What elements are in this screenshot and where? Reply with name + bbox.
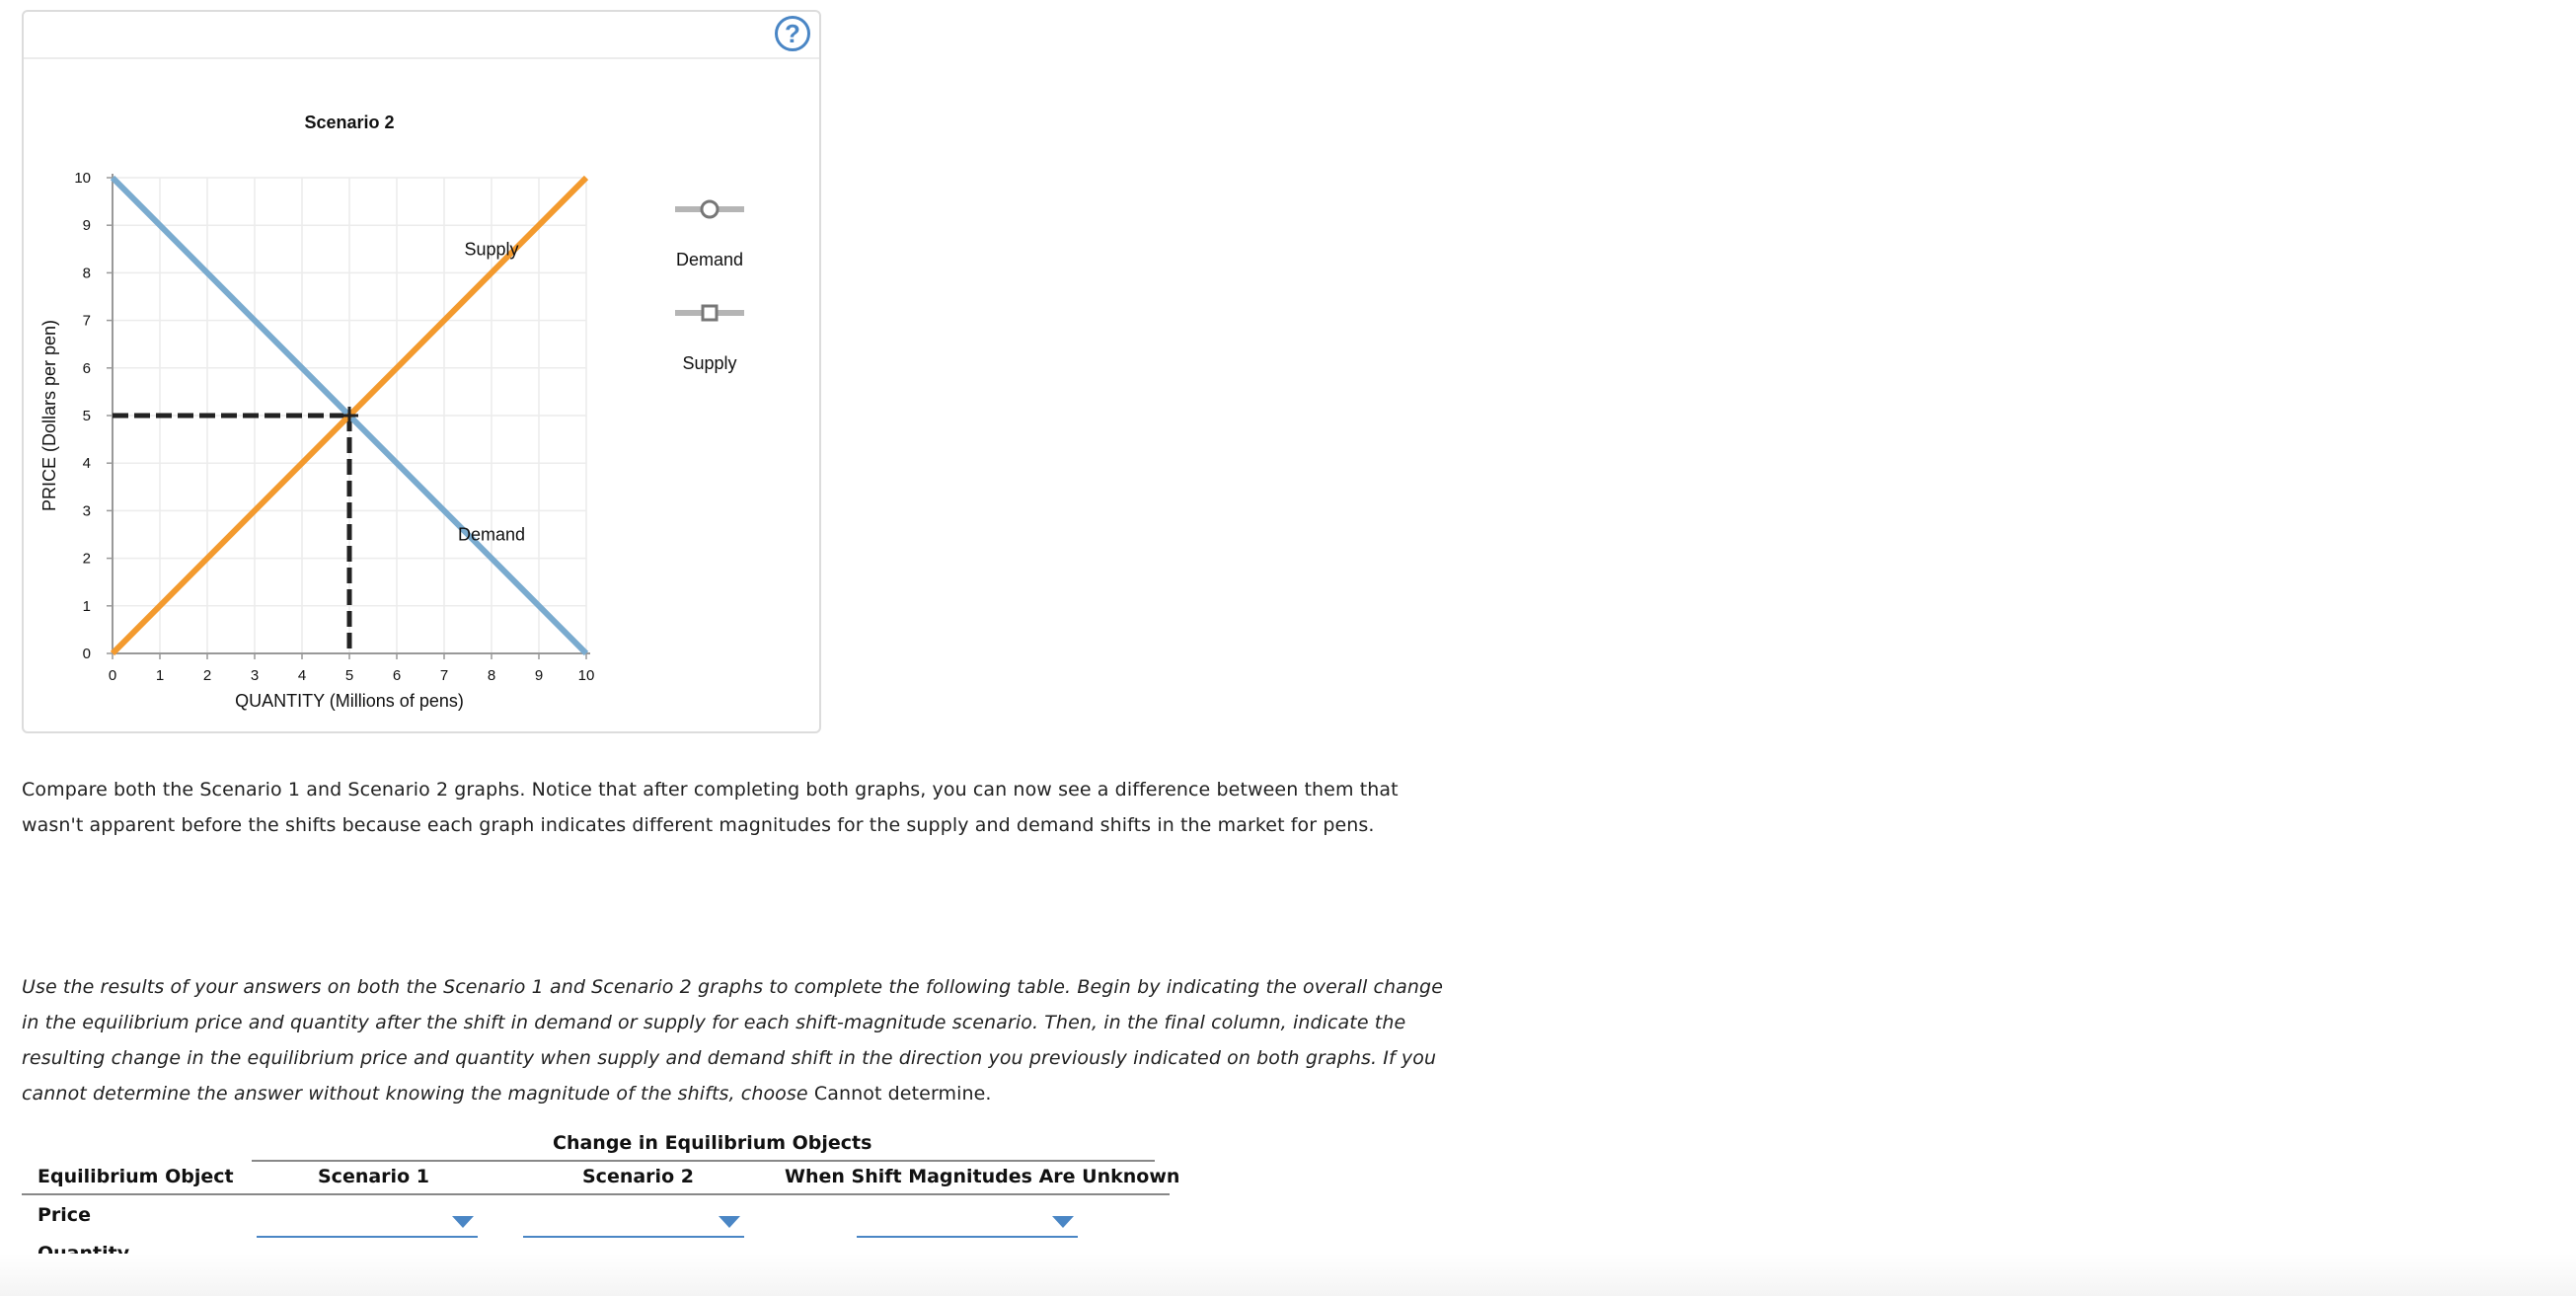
x-tick-label: 9 <box>534 667 544 684</box>
instructions-line-1: Use the results of your answers on both the Scenario 1 and Scenario 2 graphs to complete the following table. Begin by indicating the overall change <box>22 976 1443 998</box>
column-header-scenario-1: Scenario 1 <box>318 1166 429 1187</box>
price-scenario-2-dropdown[interactable] <box>523 1208 744 1238</box>
page-bottom-fade <box>0 1254 2576 1296</box>
y-tick-label: 6 <box>82 359 91 377</box>
help-button[interactable]: ? <box>775 16 810 51</box>
y-tick-label: 7 <box>82 312 91 330</box>
instructions-line-4 <box>22 1076 1443 1111</box>
x-tick-label: 10 <box>577 667 595 684</box>
x-tick-label: 2 <box>202 667 212 684</box>
x-tick-label: 5 <box>344 667 354 684</box>
legend-demand-label: Demand <box>675 250 744 269</box>
y-tick-label: 8 <box>82 265 91 282</box>
dropdown-arrow-icon <box>719 1216 740 1228</box>
x-tick-label: 1 <box>155 667 165 684</box>
y-tick-label: 4 <box>82 455 91 473</box>
x-tick-label: 3 <box>250 667 260 684</box>
y-tick-label: 10 <box>74 170 91 187</box>
scenario-2-chart <box>24 12 819 731</box>
circle-marker-icon <box>702 201 718 217</box>
y-tick-label: 5 <box>82 408 91 424</box>
x-tick-label: 6 <box>392 667 402 684</box>
x-tick-label: 8 <box>487 667 496 684</box>
dropdown-arrow-icon <box>452 1216 474 1228</box>
x-tick-label: 0 <box>108 667 117 684</box>
column-header-equilibrium-object: Equilibrium Object <box>38 1166 234 1187</box>
table-group-header: Change in Equilibrium Objects <box>553 1132 872 1154</box>
y-tick-label: 0 <box>82 646 91 662</box>
y-tick-label: 2 <box>82 550 91 568</box>
instructions-paragraph <box>22 969 1443 1111</box>
legend-supply-label: Supply <box>682 353 737 373</box>
y-tick-label: 1 <box>82 597 91 615</box>
x-axis-title: QUANTITY (Millions of pens) <box>235 691 464 711</box>
chart-title: Scenario 2 <box>304 113 395 132</box>
header-underline <box>22 1193 1170 1195</box>
compare-line-1: Compare both the Scenario 1 and Scenario 2 graphs. Notice that after completing both graphs, you can now see a difference between them that <box>22 779 1399 800</box>
column-header-unknown-magnitudes: When Shift Magnitudes Are Unknown <box>785 1166 1180 1187</box>
demand-curve-label: Demand <box>457 524 526 545</box>
instructions-line-2: in the equilibrium price and quantity after the shift in demand or supply for each shift-magnitude scenario. Then, in the final column, indicate the <box>22 1012 1406 1033</box>
group-header-underline <box>252 1160 1155 1162</box>
y-tick-label: 3 <box>82 502 91 520</box>
x-tick-label: 4 <box>297 667 307 684</box>
square-marker-icon <box>703 306 717 320</box>
compare-line-2: wasn't apparent before the shifts because each graph indicates different magnitudes for the supply and demand shifts in the market for pens. <box>22 814 1375 836</box>
price-scenario-1-dropdown[interactable] <box>257 1208 478 1238</box>
compare-paragraph <box>22 772 1399 843</box>
cannot-determine-option-text: Cannot determine. <box>807 1083 992 1105</box>
price-unknown-dropdown[interactable] <box>857 1208 1078 1238</box>
column-header-scenario-2: Scenario 2 <box>582 1166 694 1187</box>
row-label-price: Price <box>38 1204 91 1226</box>
dropdown-arrow-icon <box>1052 1216 1074 1228</box>
instructions-line-4-text: cannot determine the answer without knowing the magnitude of the shifts, choose <box>22 1083 808 1105</box>
graph-panel <box>22 10 821 733</box>
x-tick-label: 7 <box>439 667 449 684</box>
instructions-line-3: resulting change in the equilibrium price and quantity when supply and demand shift in the direction you previously indicated on both graphs. If you <box>22 1047 1437 1069</box>
y-axis-title: PRICE (Dollars per pen) <box>39 319 59 512</box>
y-tick-label: 9 <box>82 217 91 235</box>
supply-curve-label: Supply <box>464 239 519 260</box>
